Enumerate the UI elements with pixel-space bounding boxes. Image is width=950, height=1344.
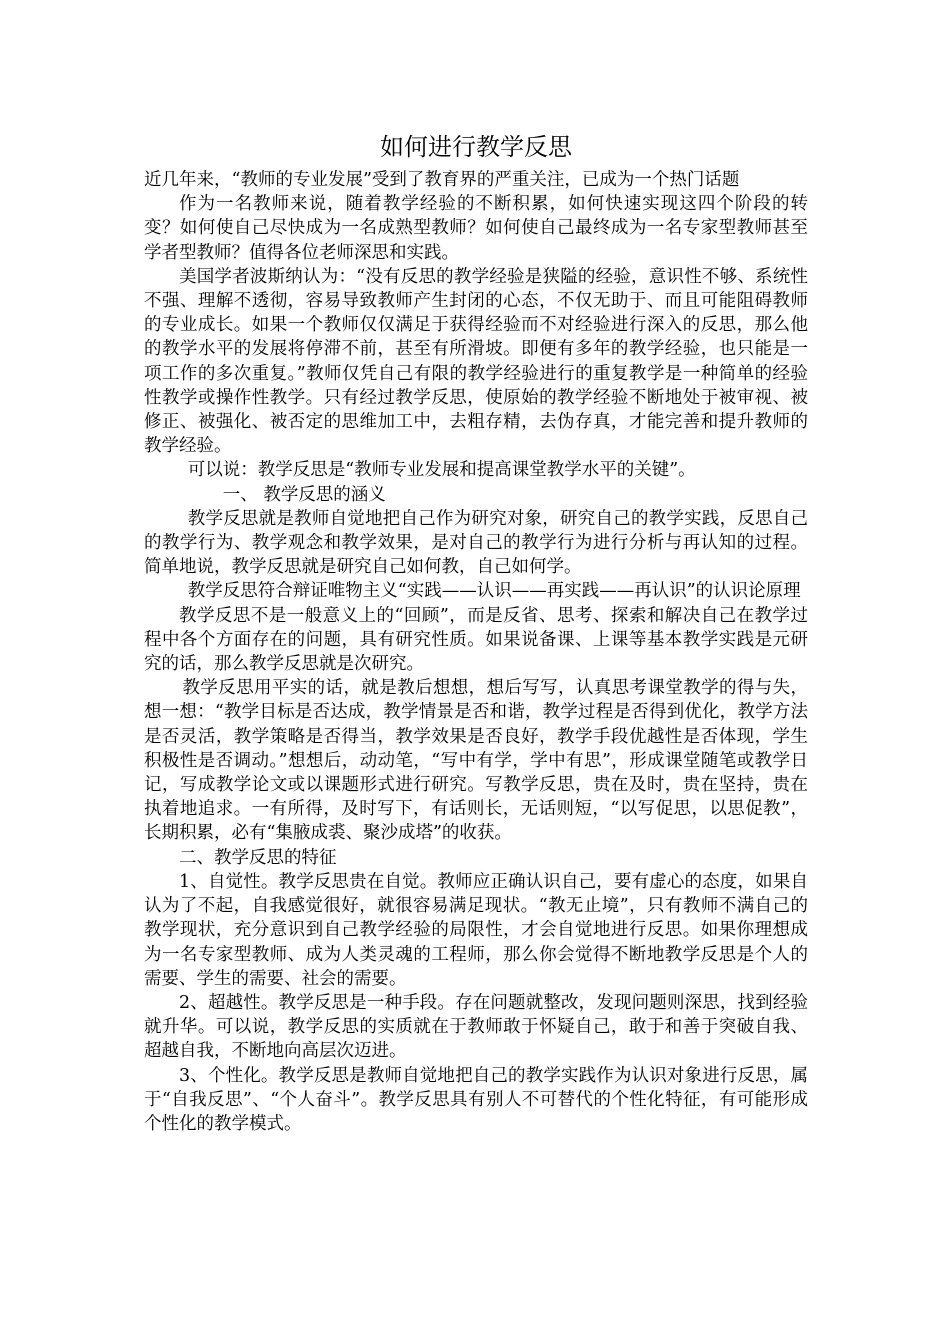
- paragraph-definition: 教学反思就是教师自觉地把自己作为研究对象，研究自己的教学实践，反思自己的教学行为、教学观念和教学效果，是对自己的教学行为进行分析与再认知的过程。简单地说，教学反思就是研究自己如何教，自己如何学。: [144, 508, 808, 578]
- section-heading-definition: 一、 教学反思的涵义: [222, 484, 386, 505]
- paragraph-feature-individuality: 3、个性化。教学反思是教师自觉地把自己的教学实践作为认识对象进行反思，属于“自我反思”、“个人奋斗”。教学反思具有别人不可替代的个性化特征，有可能形成个性化的教学模式。: [144, 1065, 808, 1134]
- section-heading-features: 二、教学反思的特征: [179, 847, 337, 868]
- paragraph-teacher-growth: 作为一名教师来说，随着教学经验的不断积累，如何快速实现这四个阶段的转变？如何使自己尽快成为一名成熟型教师？如何使自己最终成为一名专家型教师甚至学者型教师？值得各位老师深思和实践。: [144, 194, 808, 263]
- paragraph-key-statement: 可以说：教学反思是“教师专业发展和提高课堂教学水平的关键”。: [187, 460, 696, 481]
- document-title: 如何进行教学反思: [380, 133, 572, 161]
- paragraph-posner-quote: 美国学者波斯纳认为：“没有反思的教学经验是狭隘的经验，意识性不够、系统性不强、理解不透彻，容易导致教师产生封闭的心态，不仅无助于、而且可能阻碍教师的专业成长。如果一个教师仅仅满足于获得经验而不对经验进行深入的反思，那么他的教学水平的发展将停滞不前，甚至有所滑坡。即便有多年的教学经验，也只能是一项工作的多次重复。”教师仅凭自己有限的教学经验进行的重复教学是一种简单的经验性教学或操作性教学。只有经过教学反思，使原始的教学经验不断地处于被审视、被修正、被强化、被否定的思维加工中，去粗存精，去伪存真，才能完善和提升教师的教学经验。: [144, 266, 808, 457]
- paragraph-feature-consciousness: 1、自觉性。教学反思贵在自觉。教师应正确认识自己，要有虚心的态度，如果自认为了不起，自我感觉很好，就很容易满足现状。“教无止境”，只有教师不满自己的教学现状，充分意识到自己教学经验的局限性，才会自觉地进行反思。如果你理想成为一名专家型教师、成为人类灵魂的工程师，那么你会觉得不断地教学反思是个人的需要、学生的需要、社会的需要。: [144, 871, 808, 989]
- paragraph-intro: 近几年来，“教师的专业发展”受到了教育界的严重关注，已成为一个热门话题: [144, 170, 740, 190]
- paragraph-not-review: 教学反思不是一般意义上的“回顾”，而是反省、思考、探索和解决自己在教学过程中各个方面存在的问题，具有研究性质。如果说备课、上课等基本教学实践是元研究的话，那么教学反思就是次研究。: [144, 605, 808, 675]
- paragraph-plain-words: 教学反思用平实的话，就是教后想想，想后写写，认真思考课堂教学的得与失，想一想：“教学目标是否达成，教学情景是否和谐，教学过程是否得到优化，教学方法是否灵活，教学策略是否得当，教学效果是否良好，教学手段优越性是否体现，学生积极性是否调动。”想想后，动动笔，“写中有学，学中有思”，形成课堂随笔或教学日记，写成教学论文或以课题形式进行研究。写教学反思，贵在及时，贵在坚持，贵在执着地追求。一有所得，及时写下，有话则长，无话则短，“以写促思，以思促教”，长期积累，必有“集腋成裘、聚沙成塔”的收获。: [144, 678, 808, 844]
- paragraph-dialectics: 教学反思符合辩证唯物主义“实践——认识——再实践——再认识”的认识论原理: [187, 581, 801, 602]
- paragraph-feature-transcendence: 2、超越性。教学反思是一种手段。存在问题就整改，发现问题则深思，找到经验就升华。可以说，教学反思的实质就在于教师敢于怀疑自己，敢于和善于突破自我、超越自我，不断地向高层次迈进。: [144, 992, 808, 1062]
- document-page: [144, 128, 808, 1136]
